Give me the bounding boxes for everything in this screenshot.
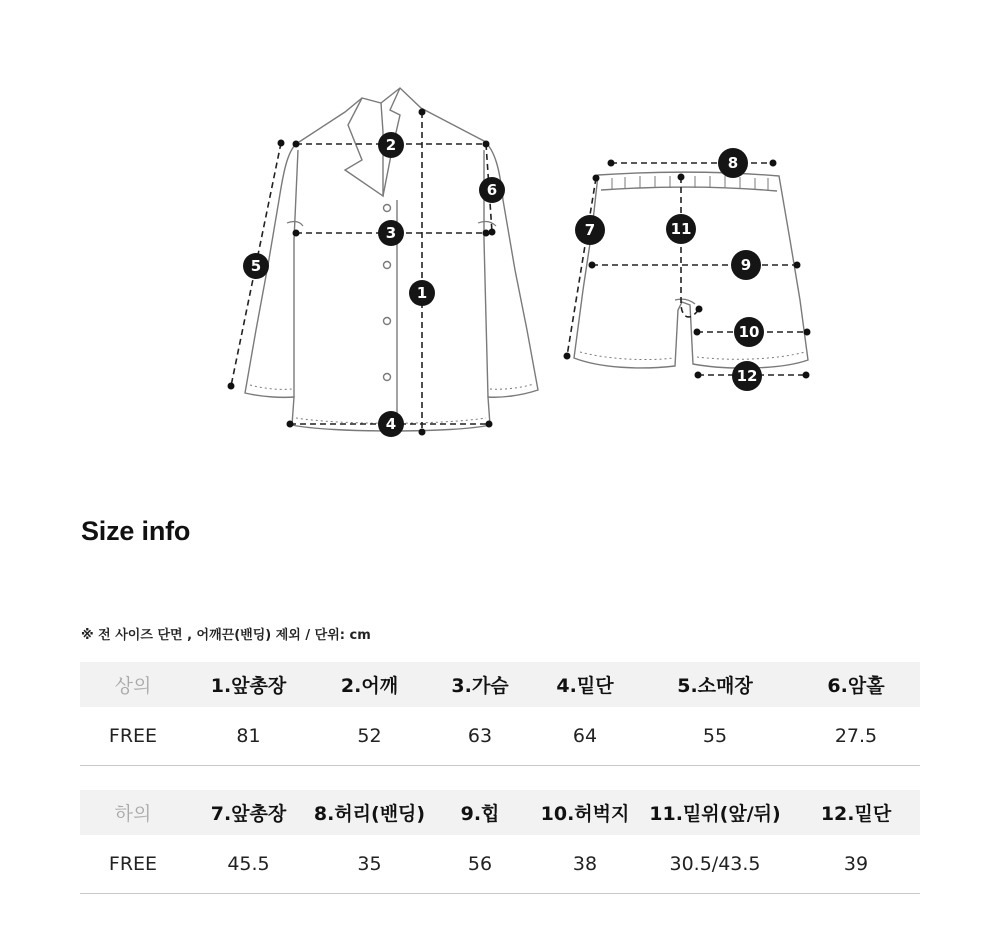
column-header: 12.밑단 <box>820 803 892 825</box>
table-cell: 30.5/43.5 <box>669 852 761 875</box>
svg-text:9: 9 <box>740 256 752 274</box>
table-cell: 27.5 <box>834 724 878 747</box>
column-header: 9.힙 <box>460 803 500 825</box>
svg-text:4: 4 <box>385 415 397 433</box>
svg-text:7: 7 <box>584 221 596 239</box>
shorts-illustration <box>574 172 808 368</box>
measurement-note: ※ 전 사이즈 단면 , 어깨끈(밴딩) 제외 / 단위: cm <box>81 628 371 643</box>
table-header-row <box>80 790 920 835</box>
table-header-row <box>80 662 920 707</box>
shorts-measure-lines <box>567 163 807 375</box>
table-cell: 39 <box>843 852 869 875</box>
svg-text:6: 6 <box>486 181 498 199</box>
marker-12 <box>732 361 762 391</box>
column-header: 4.밑단 <box>556 675 614 697</box>
marker-7 <box>575 215 605 245</box>
top-size-table <box>80 662 920 766</box>
table-cell: 56 <box>467 852 493 875</box>
svg-text:1: 1 <box>416 284 428 302</box>
marker-9 <box>731 250 761 280</box>
marker-8 <box>718 148 748 178</box>
svg-text:8: 8 <box>727 154 739 172</box>
table-cell: 63 <box>467 724 493 747</box>
column-header: 1.앞총장 <box>210 675 287 697</box>
category-label: 하의 <box>114 803 152 825</box>
table-cell: 55 <box>702 724 728 747</box>
column-header: 5.소매장 <box>677 675 753 697</box>
svg-text:10: 10 <box>738 323 760 341</box>
bottom-size-table <box>80 790 920 894</box>
category-label: 상의 <box>114 675 152 697</box>
svg-text:12: 12 <box>736 367 758 385</box>
shorts-measure-dots <box>564 160 811 379</box>
table-cell: 81 <box>236 724 261 747</box>
column-header: 3.가슴 <box>451 675 509 697</box>
size-diagram <box>0 0 1000 460</box>
table-cell: 35 <box>357 852 382 875</box>
marker-6 <box>479 177 505 203</box>
marker-11 <box>666 214 696 244</box>
svg-text:11: 11 <box>670 220 692 238</box>
column-header: 2.어깨 <box>340 675 399 697</box>
marker-2 <box>378 132 404 158</box>
table-cell: 45.5 <box>227 852 270 875</box>
size-label: FREE <box>108 724 158 747</box>
column-header: 10.허벅지 <box>540 803 630 825</box>
column-header: 8.허리(밴딩) <box>313 803 426 825</box>
column-header: 11.밑위(앞/뒤) <box>649 803 781 825</box>
column-header: 7.앞총장 <box>210 803 287 825</box>
marker-1 <box>409 280 435 306</box>
size-label: FREE <box>108 852 158 875</box>
column-header: 6.암홀 <box>827 675 885 697</box>
size-info-title: Size info <box>81 516 191 546</box>
table-row <box>80 835 920 893</box>
svg-text:2: 2 <box>385 136 397 154</box>
marker-5 <box>243 253 269 279</box>
marker-10 <box>734 317 764 347</box>
svg-text:3: 3 <box>385 224 397 242</box>
svg-text:5: 5 <box>250 257 262 275</box>
table-cell: 64 <box>572 724 598 747</box>
table-cell: 52 <box>357 724 382 747</box>
marker-4 <box>378 411 404 437</box>
table-cell: 38 <box>572 852 598 875</box>
table-row <box>80 707 920 765</box>
marker-3 <box>378 220 404 246</box>
